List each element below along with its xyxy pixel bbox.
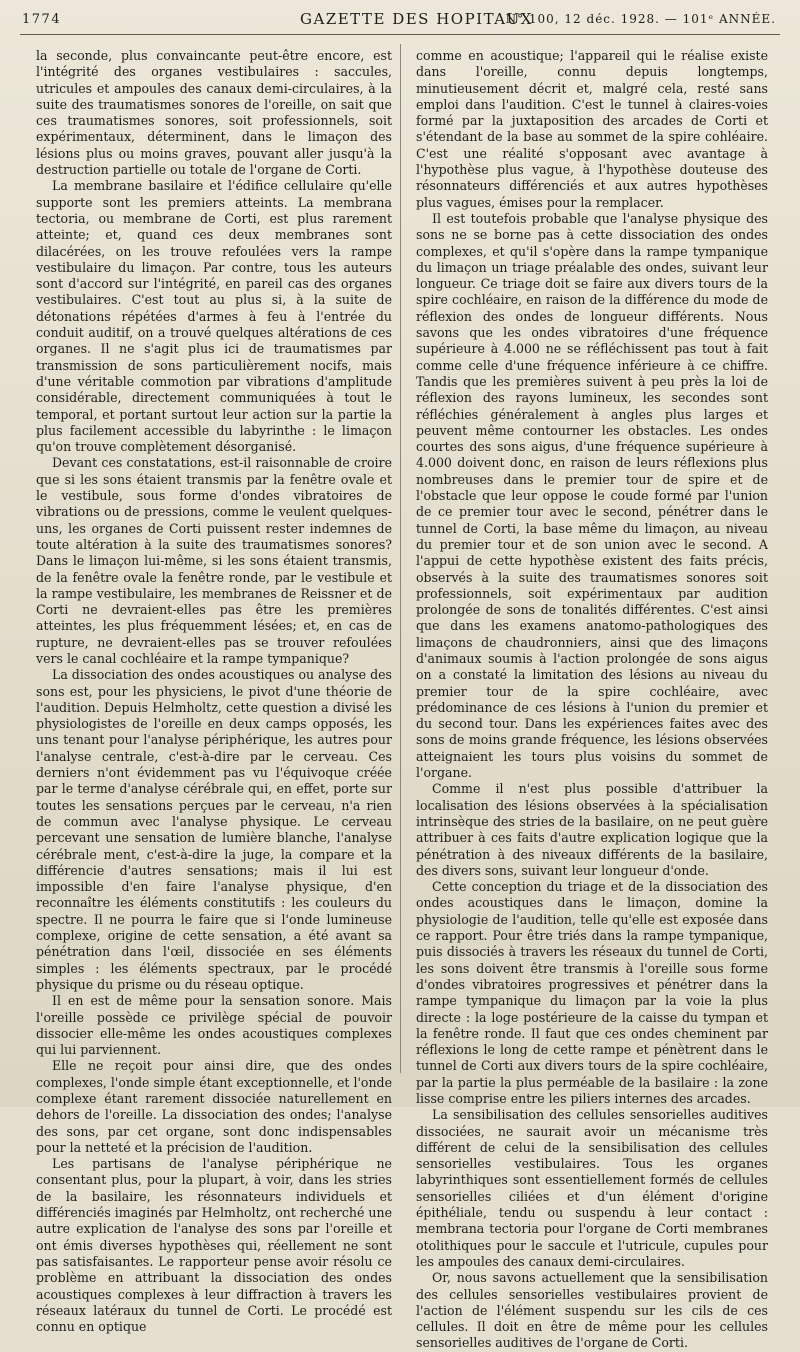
paragraph: Elle ne reçoit pour ainsi dire, que des ondes complexes, l'onde simple étant exceptionnelle, et l'onde complexe étant rarement dissociée naturellement en dehors de l'oreille. La dissociation des ondes; l'analyse des sons, par cet organe, sont donc indispensables pour la netteté et la précision de l'audition. (36, 1058, 392, 1155)
header-rule (20, 34, 780, 35)
paragraph: la seconde, plus convaincante peut-être encore, est l'intégrité des organes vestibulaires : saccules, utricules et ampoules des canaux demi-circulaires, à la suite des traumatismes sonores de l'oreille, on sait que ces traumatismes sonores, soit professionnels, soit expérimentaux, déterminent, dans le limaçon des lésions plus ou moins graves, pouvant aller jusqu'à la destruction partielle ou totale de l'organe de Corti. (36, 48, 392, 178)
paragraph: Les partisans de l'analyse périphérique ne consentant plus, pour la plupart, à voir, dans les stries de la basilaire, les résonnateurs individuels et différenciés imaginés par Helmholtz, ont recherché une autre explication de l'analyse des sons par l'oreille et ont émis diverses hypothèses qui, réellement ne sont pas satisfaisantes. Le rapporteur pense avoir résolu ce problème en attribuant la dissociation des ondes acoustiques complexes à leur diffraction à travers les réseaux latéraux du tunnel de Corti. Le procédé est connu en optique (36, 1156, 392, 1335)
journal-title: GAZETTE DES HOPITAUX (300, 10, 533, 28)
paragraph: La membrane basilaire et l'édifice cellulaire qu'elle supporte sont les premiers atteints. La membrana tectoria, ou membrane de Corti, est plus rarement atteinte; et, quand ces deux membranes sont dilacérées, on les trouve refoulées vers la rampe vestibulaire du limaçon. Par contre, tous les auteurs sont d'accord sur l'intégrité, en pareil cas des organes vestibulaires. C'est tout au plus si, à la suite de détonations répétées d'armes à feu à l'entrée du conduit auditif, on a trouvé quelques altérations de ces organes. Il ne s'agit plus ici de traumatismes par transmission de sons particulièrement nocifs, mais d'une véritable commotion par vibrations d'amplitude considérable, directement communiquées à tout le temporal, et portant surtout leur action sur la partie la plus facilement accessible du labyrinthe : le limaçon qu'on trouve complètement désorganisé. (36, 178, 392, 455)
paragraph: La sensibilisation des cellules sensorielles auditives dissociées, ne saurait avoir un mécanisme très différent de celui de la sensibilisation des cellules sensorielles vestibulaires. Tous les organes labyrinthiques sont essentiellement formés de cellules sensorielles ciliées et d'un élément d'origine épithéliale, tendu ou suspendu à leur contact : membrana tectoria pour l'organe de Corti membranes otolithiques pour le saccule et l'utricule, cupules pour les ampoules des canaux demi-circulaires. (416, 1107, 768, 1269)
page-number: 1774 (22, 12, 62, 27)
left-column (36, 48, 392, 1335)
paragraph: Il est toutefois probable que l'analyse physique des sons ne se borne pas à cette dissociation des ondes complexes, et qu'il s'opère dans la rampe tympanique du limaçon un triage préalable des ondes, suivant leur longueur. Ce triage doit se faire aux divers tours de la spire cochléaire, en raison de la différence du mode de réflexion des ondes de longueur différents. Nous savons que les ondes vibratoires d'une fréquence supérieure à 4.000 ne se réfléchissent pas tout à fait comme celle d'une fréquence inférieure à ce chiffre. Tandis que les premières suivent à peu près la loi de réflexion des rayons lumineux, les secondes sont réfléchies généralement à angles plus larges et peuvent même contourner les obstacles. Les ondes courtes des sons aigus, d'une fréquence supérieure à 4.000 doivent donc, en raison de leurs réflexions plus nombreuses dans le premier tour de spire et de l'obstacle que leur oppose le coude formé par l'union de ce premier tour avec le second, pénétrer dans le tunnel de Corti, la base même du limaçon, au niveau du premier tour et de son union avec le second. A l'appui de cette hypothèse existent des faits précis, observés à la suite des traumatismes sonores soit professionnels, soit expérimentaux par audition prolongée de sons de tonalités différentes. C'est ainsi que dans les examens anatomo-pathologiques des limaçons de chaudronniers, ainsi que des limaçons d'animaux soumis à l'action prolongée de sons aigus on a constaté la limitation des lésions au niveau du premier tour de la spire cochléaire, avec prédominance de ces lésions à l'union du premier et du second tour. Dans les expériences faites avec des sons de moins grande fréquence, les lésions observées atteignaient les tours plus voisins du sommet de l'organe. (416, 210, 768, 781)
paragraph: Comme il n'est plus possible d'attribuer la localisation des lésions observées à la spécialisation intrinsèque des stries de la basilaire, on ne peut guère attribuer à ces faits d'autre explication logique que la pénétration à des niveaux différents de la basilaire, des divers sons, suivant leur longueur d'onde. (416, 781, 768, 878)
paragraph: Cette conception du triage et de la dissociation des ondes acoustiques dans le limaçon, domine la physiologie de l'audition, telle qu'elle est exposée dans ce rapport. Pour être triés dans la rampe tympanique, puis dissociés à travers les réseaux du tunnel de Corti, les sons doivent être transmis à l'oreille sous forme d'ondes vibratoires progressives et pénétrer dans la rampe tympanique du limaçon par la voie la plus directe : la loge postérieure de la caisse du tympan et la fenêtre ronde. Il faut que ces ondes cheminent par réflexions le long de cette rampe et pénètrent dans le tunnel de Corti aux divers tours de la spire cochléaire, par la partie la plus perméable de la basilaire : la zone lisse comprise entre les piliers internes des arcades. (416, 879, 768, 1106)
issue-info: N° 100, 12 déc. 1928. — 101ᵉ ANNÉE. (505, 12, 776, 26)
paragraph: Or, nous savons actuellement que la sensibilisation des cellules sensorielles vestibulaires provient de l'action de l'élément suspendu sur les cils de ces cellules. Il doit en être de même pour les cellules sensorielles auditives de l'organe de Corti. (416, 1270, 768, 1351)
page-header (0, 0, 800, 40)
column-divider (400, 44, 401, 1073)
paragraph: Il en est de même pour la sensation sonore. Mais l'oreille possède ce privilège spécial de pouvoir dissocier elle-même les ondes acoustiques complexes qui lui parviennent. (36, 993, 392, 1058)
paragraph: Devant ces constatations, est-il raisonnable de croire que si les sons étaient transmis par la fenêtre ovale et le vestibule, sous forme d'ondes vibratoires de vibrations ou de pressions, comme le veulent quelques-uns, les organes de Corti puissent rester indemnes de toute altération à la suite des traumatismes sonores? Dans le limaçon lui-même, si les sons étaient transmis, de la fenêtre ovale la fenêtre ronde, par le vestibule et la rampe vestibulaire, les membranes de Reissner et de Corti ne devraient-elles pas être les premières atteintes, les plus fréquemment lésées; et, en cas de rupture, ne devraient-elles pas se trouver refoulées vers le canal cochléaire et la rampe tympanique? (36, 455, 392, 666)
right-column (416, 48, 768, 1351)
paragraph: La dissociation des ondes acoustiques ou analyse des sons est, pour les physiciens, le pivot d'une théorie de l'audition. Depuis Helmholtz, cette question a divisé les physiologistes de l'oreille en deux camps opposés, les uns tenant pour l'analyse périphérique, les autres pour l'analyse centrale, c'est-à-dire par le cerveau. Ces derniers n'ont évidemment pas vu l'équivoque créée par le terme d'analyse cérébrale qui, en effet, porte sur toutes les sensations perçues par le cerveau, n'a rien de commun avec l'analyse physique. Le cerveau percevant une sensation de lumière blanche, l'analyse cérébrale ment, c'est-à-dire la juge, la compare et la différencie d'autres sensations; mais il lui est impossible d'en faire l'analyse physique, d'en reconnaître les éléments constitutifs : les couleurs du spectre. Il ne pourra le faire que si l'onde lumineuse complexe, origine de cette sensation, a été avant sa pénétration dans l'œil, dissociée en ses éléments simples : les éléments spectraux, par le procédé physique du prisme ou du réseau optique. (36, 667, 392, 992)
paragraph: comme en acoustique; l'appareil qui le réalise existe dans l'oreille, connu depuis longtemps, minutieusement décrit et, malgré cela, resté sans emploi dans l'audition. C'est le tunnel à claires-voies formé par la juxtaposition des arcades de Corti et s'étendant de la base au sommet de la spire cohléaire. C'est une réalité s'opposant avec avantage à l'hypothèse plus vague, à l'hypothèse douteuse des résonnateurs différenciés et aux autres hypothèses plus vagues, émises pour la remplacer. (416, 48, 768, 210)
